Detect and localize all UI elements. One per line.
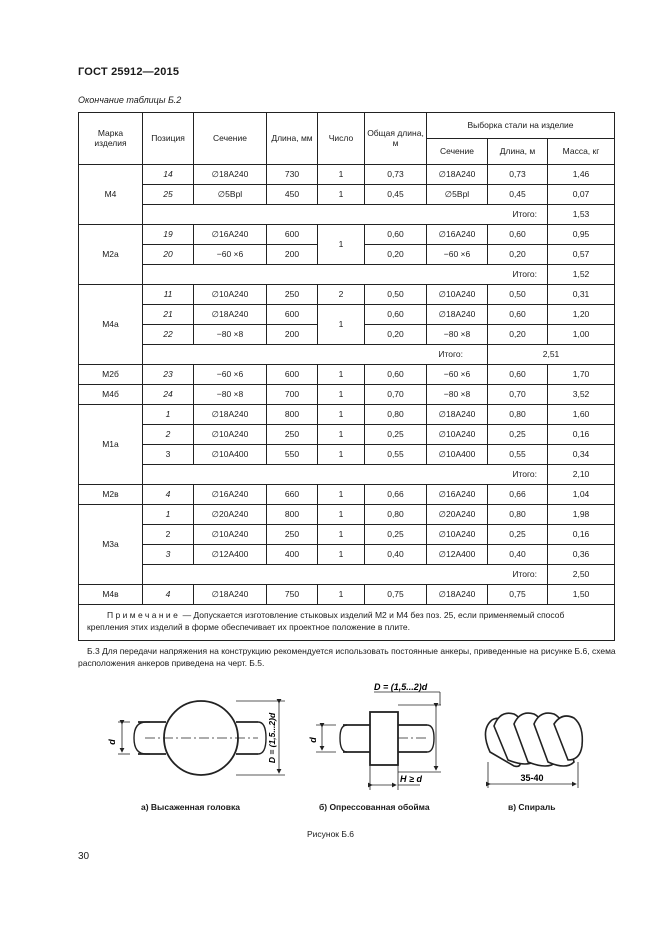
table-row — [79, 525, 615, 545]
length-cell: 600 — [267, 305, 318, 325]
length-cell: 600 — [267, 365, 318, 385]
table-row — [79, 505, 615, 525]
length-cell: 730 — [267, 165, 318, 185]
table-row — [79, 445, 615, 465]
total-value: 1,52 — [548, 265, 615, 285]
anchor-figure — [0, 670, 661, 820]
section-cell: ∅16А240 — [194, 485, 267, 505]
caption-a: а) Высаженная головка — [141, 802, 240, 812]
total-row — [79, 265, 615, 285]
table-row — [79, 545, 615, 565]
sel-length-cell: 0,73 — [488, 165, 548, 185]
sel-section-cell: ∅18А240 — [427, 585, 488, 605]
total-value: 2,50 — [548, 565, 615, 585]
caption-c: в) Спираль — [508, 802, 556, 812]
sel-section-cell: ∅18А240 — [427, 165, 488, 185]
header-sel-section: Сечение — [427, 139, 488, 165]
mass-cell: 0,16 — [548, 525, 615, 545]
section-cell: −80 ×8 — [194, 325, 267, 345]
sel-length-cell: 0,50 — [488, 285, 548, 305]
sel-section-cell: ∅16А240 — [427, 225, 488, 245]
header-selection: Выборка стали на изделие — [427, 113, 615, 139]
table-row — [79, 185, 615, 205]
header-length: Длина, мм — [267, 113, 318, 165]
sel-length-cell: 0,20 — [488, 245, 548, 265]
total-label: Итого: — [143, 565, 548, 585]
sel-length-cell: 0,80 — [488, 405, 548, 425]
total-length-cell: 0,60 — [365, 225, 427, 245]
table-body — [79, 165, 615, 641]
document-header: ГОСТ 25912—2015 — [78, 66, 180, 78]
count-cell: 1 — [318, 585, 365, 605]
sel-section-cell: −80 ×8 — [427, 325, 488, 345]
header-count: Число — [318, 113, 365, 165]
sel-section-cell: −80 ×8 — [427, 385, 488, 405]
sel-length-cell: 0,60 — [488, 365, 548, 385]
total-length-cell: 0,25 — [365, 425, 427, 445]
mass-cell: 0,95 — [548, 225, 615, 245]
sel-section-cell: ∅16А240 — [427, 485, 488, 505]
position-cell: 2 — [143, 425, 194, 445]
mass-cell: 0,34 — [548, 445, 615, 465]
total-length-cell: 0,45 — [365, 185, 427, 205]
mass-cell: 0,16 — [548, 425, 615, 445]
mass-cell: 0,07 — [548, 185, 615, 205]
dim-spiral: 35-40 — [520, 773, 544, 783]
position-cell: 3 — [143, 545, 194, 565]
total-length-cell: 0,25 — [365, 525, 427, 545]
table-row — [79, 485, 615, 505]
total-length-cell: 0,80 — [365, 505, 427, 525]
page-number: 30 — [78, 851, 90, 862]
count-cell: 1 — [318, 305, 365, 345]
total-length-cell: 0,40 — [365, 545, 427, 565]
section-cell: ∅18А240 — [194, 165, 267, 185]
section-cell: ∅16А240 — [194, 225, 267, 245]
count-cell: 2 — [318, 285, 365, 305]
mark-cell: М2а — [79, 225, 143, 285]
length-cell: 600 — [267, 225, 318, 245]
length-cell: 200 — [267, 325, 318, 345]
total-value: 1,53 — [548, 205, 615, 225]
section-cell: ∅12А400 — [194, 545, 267, 565]
upset-head-drawing — [118, 701, 285, 775]
mass-cell: 0,36 — [548, 545, 615, 565]
total-length-cell: 0,20 — [365, 325, 427, 345]
pressed-sleeve-drawing — [316, 705, 441, 790]
note-label: Примечание — [107, 610, 181, 620]
total-label: Итого: — [143, 345, 488, 365]
length-cell: 660 — [267, 485, 318, 505]
mark-cell: М2в — [79, 485, 143, 505]
table-row — [79, 425, 615, 445]
mass-cell: 1,20 — [548, 305, 615, 325]
total-value: 2,10 — [548, 465, 615, 485]
table-row — [79, 385, 615, 405]
dim-D-a: D = (1,5...2)d — [267, 712, 277, 764]
dim-H: H ≥ d — [400, 774, 422, 784]
sel-length-cell: 0,55 — [488, 445, 548, 465]
sel-section-cell: ∅20А240 — [427, 505, 488, 525]
length-cell: 700 — [267, 385, 318, 405]
mass-cell: 0,57 — [548, 245, 615, 265]
position-cell: 22 — [143, 325, 194, 345]
position-cell: 20 — [143, 245, 194, 265]
section-cell: −60 ×6 — [194, 245, 267, 265]
sel-length-cell: 0,25 — [488, 425, 548, 445]
total-length-cell: 0,60 — [365, 305, 427, 325]
mass-cell: 1,98 — [548, 505, 615, 525]
section-cell: ∅5Вpl — [194, 185, 267, 205]
sel-length-cell: 0,40 — [488, 545, 548, 565]
sel-section-cell: ∅18А240 — [427, 305, 488, 325]
length-cell: 200 — [267, 245, 318, 265]
length-cell: 800 — [267, 505, 318, 525]
position-cell: 3 — [143, 445, 194, 465]
mark-cell: М4а — [79, 285, 143, 365]
position-cell: 25 — [143, 185, 194, 205]
mass-cell: 1,00 — [548, 325, 615, 345]
dim-D-b: D = (1,5...2)d — [374, 682, 428, 692]
mass-cell: 1,70 — [548, 365, 615, 385]
sel-length-cell: 0,80 — [488, 505, 548, 525]
total-length-cell: 0,75 — [365, 585, 427, 605]
table-row — [79, 285, 615, 305]
position-cell: 24 — [143, 385, 194, 405]
dim-d-b: d — [308, 737, 318, 743]
sel-length-cell: 0,60 — [488, 225, 548, 245]
total-length-cell: 0,60 — [365, 365, 427, 385]
section-cell: ∅10А240 — [194, 525, 267, 545]
sel-length-cell: 0,75 — [488, 585, 548, 605]
section-cell: −60 ×6 — [194, 365, 267, 385]
sel-length-cell: 0,45 — [488, 185, 548, 205]
sel-length-cell: 0,25 — [488, 525, 548, 545]
note-row — [79, 605, 615, 641]
count-cell: 1 — [318, 165, 365, 185]
mark-cell: М2б — [79, 365, 143, 385]
mass-cell: 3,52 — [548, 385, 615, 405]
sel-length-cell: 0,20 — [488, 325, 548, 345]
length-cell: 800 — [267, 405, 318, 425]
total-length-cell: 0,66 — [365, 485, 427, 505]
section-cell: ∅10А240 — [194, 425, 267, 445]
count-cell: 1 — [318, 225, 365, 265]
sel-length-cell: 0,66 — [488, 485, 548, 505]
position-cell: 11 — [143, 285, 194, 305]
section-cell: −80 ×8 — [194, 385, 267, 405]
count-cell: 1 — [318, 365, 365, 385]
length-cell: 550 — [267, 445, 318, 465]
count-cell: 1 — [318, 525, 365, 545]
sel-section-cell: −60 ×6 — [427, 245, 488, 265]
section-cell: ∅18А240 — [194, 305, 267, 325]
dim-d-a: d — [107, 739, 117, 745]
sel-section-cell: ∅10А240 — [427, 425, 488, 445]
mark-cell: М4б — [79, 385, 143, 405]
total-row — [79, 565, 615, 585]
position-cell: 1 — [143, 405, 194, 425]
table-row — [79, 585, 615, 605]
table-caption: Окончание таблицы Б.2 — [78, 95, 182, 105]
mark-cell: М3а — [79, 505, 143, 585]
length-cell: 250 — [267, 285, 318, 305]
section-cell: ∅10А240 — [194, 285, 267, 305]
position-cell: 14 — [143, 165, 194, 185]
section-cell: ∅18А240 — [194, 405, 267, 425]
total-label: Итого: — [143, 265, 548, 285]
count-cell: 1 — [318, 445, 365, 465]
total-row — [79, 205, 615, 225]
total-length-cell: 0,50 — [365, 285, 427, 305]
count-cell: 1 — [318, 425, 365, 445]
header-marka: Марка изделия — [79, 113, 143, 165]
length-cell: 450 — [267, 185, 318, 205]
count-cell: 1 — [318, 405, 365, 425]
count-cell: 1 — [318, 385, 365, 405]
total-label: Итого: — [143, 205, 548, 225]
mark-cell: М1а — [79, 405, 143, 485]
table-row — [79, 365, 615, 385]
section-cell: ∅10А400 — [194, 445, 267, 465]
length-cell: 250 — [267, 525, 318, 545]
position-cell: 1 — [143, 505, 194, 525]
mass-cell: 0,31 — [548, 285, 615, 305]
mass-cell: 1,46 — [548, 165, 615, 185]
header-position: Позиция — [143, 113, 194, 165]
header-sel-length: Длина, м — [488, 139, 548, 165]
mass-cell: 1,50 — [548, 585, 615, 605]
total-row — [79, 345, 615, 365]
paragraph-b3: Б.3 Для передачи напряжения на конструкцию рекомендуется использовать постоянные анкеры, приведенные на рисунке Б.6, схема расположения анкеров приведена на черт. Б.5. — [78, 646, 616, 669]
count-cell: 1 — [318, 485, 365, 505]
sel-section-cell: ∅10А400 — [427, 445, 488, 465]
position-cell: 4 — [143, 585, 194, 605]
sel-section-cell: ∅18А240 — [427, 405, 488, 425]
table-note — [79, 605, 615, 641]
count-cell: 1 — [318, 545, 365, 565]
table-row — [79, 405, 615, 425]
header-total-length: Общая длина, м — [365, 113, 427, 165]
section-cell: ∅18А240 — [194, 585, 267, 605]
sel-length-cell: 0,60 — [488, 305, 548, 325]
total-length-cell: 0,80 — [365, 405, 427, 425]
table-row — [79, 305, 615, 325]
position-cell: 2 — [143, 525, 194, 545]
header-section: Сечение — [194, 113, 267, 165]
steel-table — [78, 112, 615, 641]
total-row — [79, 465, 615, 485]
count-cell: 1 — [318, 505, 365, 525]
total-length-cell: 0,20 — [365, 245, 427, 265]
count-cell: 1 — [318, 185, 365, 205]
sel-length-cell: 0,70 — [488, 385, 548, 405]
table-row — [79, 165, 615, 185]
sel-section-cell: ∅10А240 — [427, 525, 488, 545]
sel-section-cell: ∅5Вpl — [427, 185, 488, 205]
mass-cell: 1,04 — [548, 485, 615, 505]
total-length-cell: 0,55 — [365, 445, 427, 465]
position-cell: 21 — [143, 305, 194, 325]
total-length-cell: 0,73 — [365, 165, 427, 185]
total-length-cell: 0,70 — [365, 385, 427, 405]
mass-cell: 1,60 — [548, 405, 615, 425]
table-row — [79, 225, 615, 245]
total-label: Итого: — [143, 465, 548, 485]
position-cell: 23 — [143, 365, 194, 385]
sel-section-cell: ∅12А400 — [427, 545, 488, 565]
figure-title: Рисунок Б.6 — [306, 829, 355, 839]
section-cell: ∅20А240 — [194, 505, 267, 525]
mark-cell: М4в — [79, 585, 143, 605]
length-cell: 400 — [267, 545, 318, 565]
header-sel-mass: Масса, кг — [548, 139, 615, 165]
sel-section-cell: ∅10А240 — [427, 285, 488, 305]
length-cell: 750 — [267, 585, 318, 605]
length-cell: 250 — [267, 425, 318, 445]
caption-b: б) Опрессованная обойма — [319, 802, 430, 812]
sel-section-cell: −60 ×6 — [427, 365, 488, 385]
position-cell: 19 — [143, 225, 194, 245]
position-cell: 4 — [143, 485, 194, 505]
total-value: 2,51 — [488, 345, 615, 365]
mark-cell: М4 — [79, 165, 143, 225]
note-text: — Допускается изготовление стыковых изделий М2 и М4 без поз. 25, если применяемый способ крепления этих изделий в форме обеспечивает их проектное положение в плите. — [87, 610, 565, 633]
